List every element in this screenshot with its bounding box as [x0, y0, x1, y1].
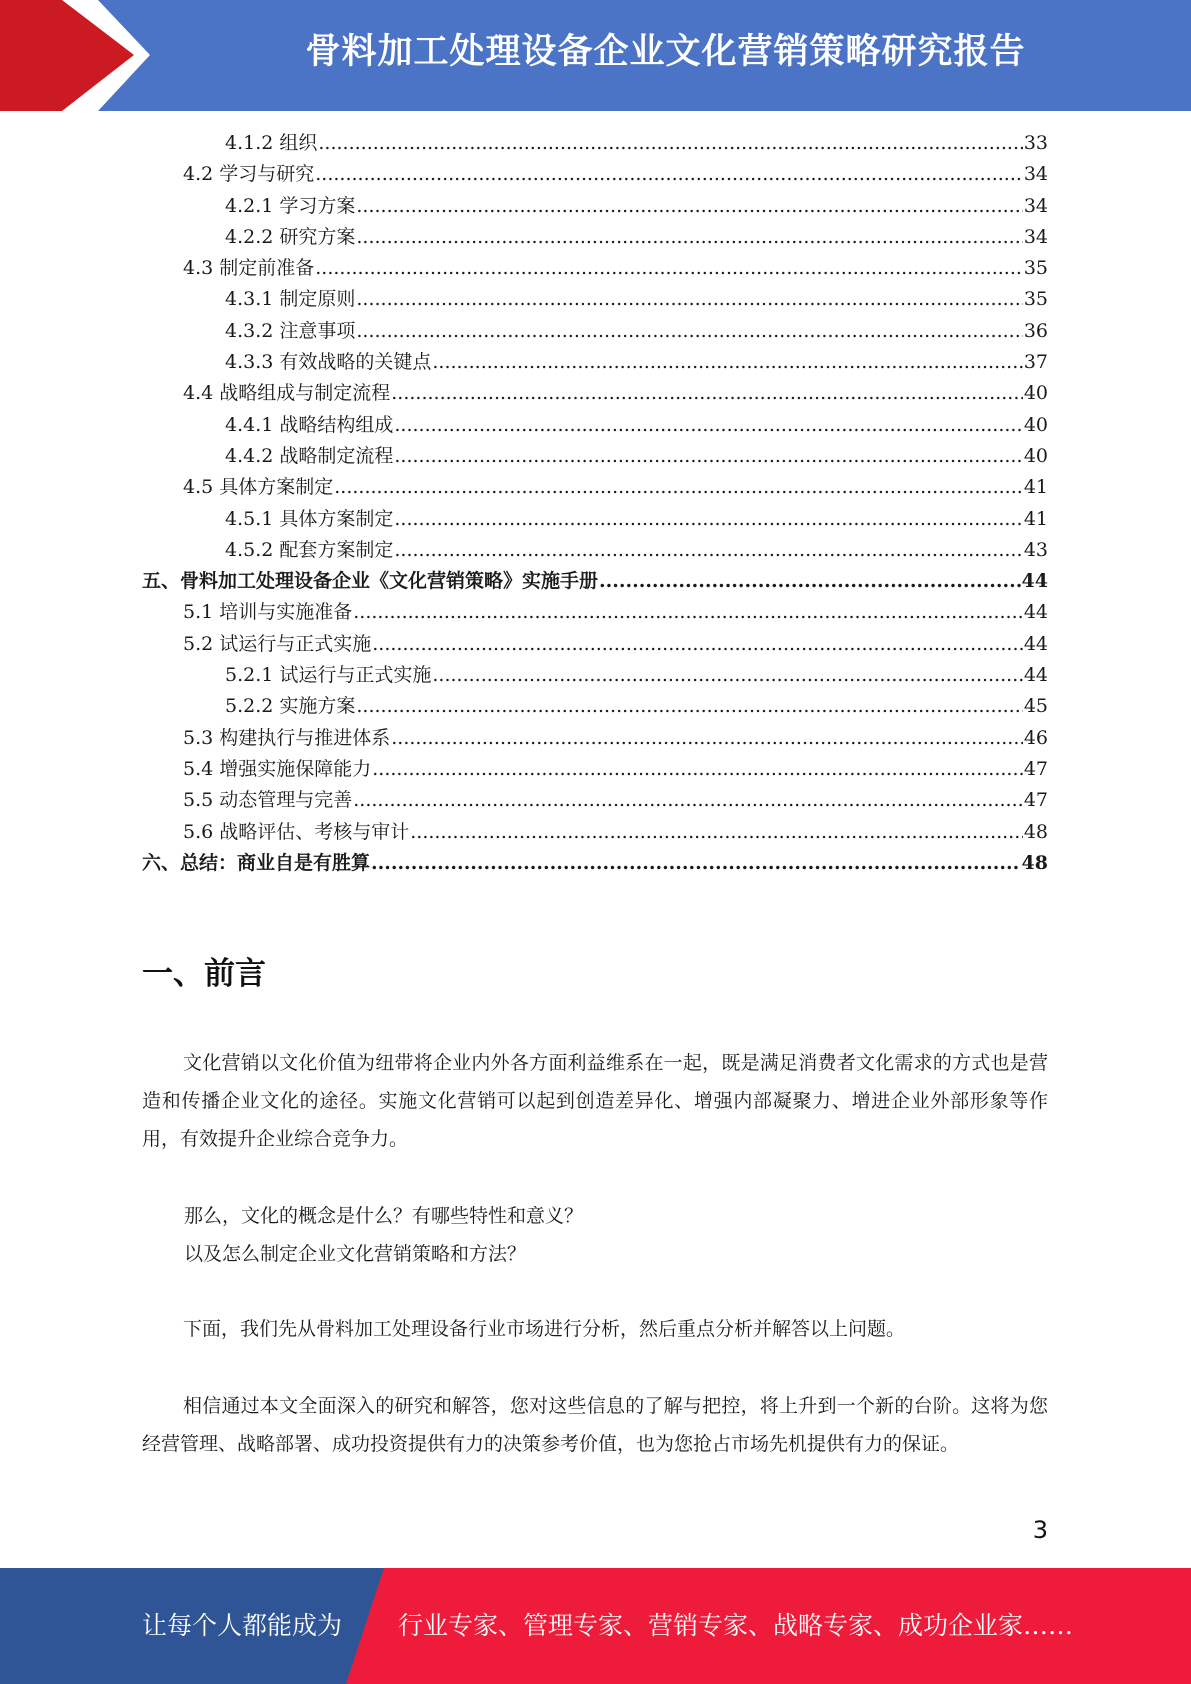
toc-entry[interactable]	[142, 504, 1048, 535]
toc-entry-page: 35	[1023, 288, 1048, 311]
toc-entry[interactable]	[142, 566, 1048, 597]
toc-entry-page: 40	[1023, 382, 1048, 405]
toc-entry-page: 35	[1023, 257, 1048, 280]
toc-entry[interactable]	[142, 253, 1048, 284]
toc-dot-leader	[372, 754, 1023, 785]
report-title: 骨料加工处理设备企业文化营销策略研究报告	[305, 32, 1026, 72]
toc-entry[interactable]	[142, 629, 1048, 660]
toc-dot-leader	[315, 253, 1023, 284]
header-red-chevron	[0, 0, 134, 111]
toc-entry[interactable]	[142, 597, 1048, 628]
toc-entry[interactable]	[142, 535, 1048, 566]
toc-entry-title: 4.3.1 制定原则	[225, 288, 356, 311]
toc-entry-title: 4.4 战略组成与制定流程	[183, 382, 391, 405]
preface-question: 那么，文化的概念是什么？有哪些特性和意义？	[184, 1205, 584, 1227]
toc-dot-leader	[599, 566, 1021, 597]
toc-entry-title: 5.1 培训与实施准备	[183, 601, 353, 624]
toc-entry[interactable]	[142, 817, 1048, 848]
toc-entry-page: 44	[1021, 570, 1048, 593]
toc-entry[interactable]	[142, 785, 1048, 816]
toc-entry-page: 47	[1023, 789, 1048, 812]
page-footer	[0, 1568, 1191, 1684]
toc-entry-page: 45	[1023, 695, 1048, 718]
toc-dot-leader	[410, 817, 1023, 848]
toc-entry-title: 4.2 学习与研究	[183, 163, 315, 186]
toc-dot-leader	[391, 378, 1023, 409]
toc-entry-title: 5.3 构建执行与推进体系	[183, 726, 391, 749]
toc-entry-title: 4.2.2 研究方案	[225, 225, 356, 248]
toc-entry-title: 5.2.2 实施方案	[225, 695, 356, 718]
toc-entry[interactable]	[142, 441, 1048, 472]
preface-question: 以及怎么制定企业文化营销策略和方法？	[184, 1243, 527, 1265]
table-of-contents	[142, 128, 1048, 879]
toc-entry-page: 41	[1023, 507, 1048, 530]
toc-dot-leader	[356, 691, 1022, 722]
toc-entry[interactable]	[142, 754, 1048, 785]
toc-entry-title: 4.4.1 战略结构组成	[225, 413, 394, 436]
toc-dot-leader	[356, 284, 1022, 315]
toc-entry-page: 44	[1023, 601, 1048, 624]
page-header	[0, 0, 1191, 111]
toc-entry-title: 五、骨料加工处理设备企业《文化营销策略》实施手册	[142, 570, 599, 593]
toc-entry[interactable]	[142, 284, 1048, 315]
toc-dot-leader	[334, 472, 1023, 503]
toc-dot-leader	[432, 347, 1022, 378]
toc-dot-leader	[353, 785, 1023, 816]
toc-entry[interactable]	[142, 191, 1048, 222]
toc-entry-page: 34	[1023, 163, 1048, 186]
toc-entry[interactable]	[142, 848, 1048, 879]
toc-dot-leader	[356, 222, 1022, 253]
toc-entry-page: 41	[1023, 476, 1048, 499]
toc-dot-leader	[353, 597, 1023, 628]
toc-entry-title: 4.5 具体方案制定	[183, 476, 334, 499]
toc-entry-page: 34	[1023, 194, 1048, 217]
toc-entry-title: 4.5.2 配套方案制定	[225, 538, 394, 561]
toc-entry[interactable]	[142, 378, 1048, 409]
toc-entry-page: 48	[1021, 851, 1048, 874]
toc-entry-page: 37	[1023, 351, 1048, 374]
toc-entry-title: 4.1.2 组织	[225, 132, 318, 154]
toc-entry-title: 4.2.1 学习方案	[225, 194, 356, 217]
toc-entry-title: 4.3.3 有效战略的关键点	[225, 351, 432, 374]
toc-entry-page: 47	[1023, 757, 1048, 780]
toc-dot-leader	[315, 159, 1023, 190]
preface-paragraph: 下面，我们先从骨料加工处理设备行业市场进行分析，然后重点分析并解答以上问题。	[183, 1318, 906, 1340]
toc-entry[interactable]	[142, 691, 1048, 722]
toc-entry-page: 36	[1023, 319, 1048, 342]
toc-entry-page: 43	[1023, 538, 1048, 561]
toc-entry-page: 40	[1023, 413, 1048, 436]
toc-entry[interactable]	[142, 222, 1048, 253]
footer-slogan-left: 让每个人都能成为	[142, 1611, 343, 1640]
toc-dot-leader	[394, 441, 1022, 472]
toc-entry[interactable]	[142, 410, 1048, 441]
toc-entry-page: 48	[1023, 820, 1048, 843]
toc-entry-page: 33	[1023, 132, 1048, 154]
toc-entry-page: 44	[1023, 632, 1048, 655]
toc-dot-leader	[372, 629, 1023, 660]
toc-entry[interactable]	[142, 660, 1048, 691]
toc-entry[interactable]	[142, 316, 1048, 347]
toc-dot-leader	[318, 128, 1022, 159]
toc-entry-title: 5.6 战略评估、考核与审计	[183, 820, 410, 843]
toc-entry[interactable]	[142, 472, 1048, 503]
toc-entry[interactable]	[142, 723, 1048, 754]
toc-entry-title: 4.4.2 战略制定流程	[225, 444, 394, 467]
page-number: 3	[1032, 1516, 1048, 1544]
toc-entry-title: 5.4 增强实施保障能力	[183, 757, 372, 780]
toc-entry-title: 4.5.1 具体方案制定	[225, 507, 394, 530]
toc-dot-leader	[371, 848, 1021, 879]
toc-entry-title: 4.3 制定前准备	[183, 257, 315, 280]
toc-entry-title: 5.5 动态管理与完善	[183, 789, 353, 812]
toc-dot-leader	[432, 660, 1022, 691]
toc-entry[interactable]	[142, 128, 1048, 159]
toc-dot-leader	[391, 723, 1023, 754]
toc-entry-page: 46	[1023, 726, 1048, 749]
toc-entry-title: 六、总结：商业自是有胜算	[142, 851, 371, 874]
toc-dot-leader	[394, 504, 1022, 535]
toc-entry-title: 4.3.2 注意事项	[225, 319, 356, 342]
toc-dot-leader	[394, 535, 1022, 566]
footer-slogan-right: 行业专家、管理专家、营销专家、战略专家、成功企业家……	[398, 1611, 1074, 1640]
preface-paragraph: 相信通过本文全面深入的研究和解答，您对这些信息的了解与把控，将上升到一个新的台阶。这将为您经营管理、战略部署、成功投资提供有力的决策参考价值，也为您抢占市场先机提供有力的保证。	[142, 1395, 1048, 1455]
toc-entry-page: 40	[1023, 444, 1048, 467]
preface-paragraph: 文化营销以文化价值为纽带将企业内外各方面利益维系在一起，既是满足消费者文化需求的方式也是营造和传播企业文化的途径。实施文化营销可以起到创造差异化、增强内部凝聚力、增进企业外部形象等作用，有效提升企业综合竞争力。	[142, 1052, 1048, 1150]
toc-entry[interactable]	[142, 347, 1048, 378]
toc-dot-leader	[394, 410, 1022, 441]
toc-dot-leader	[356, 316, 1022, 347]
toc-entry[interactable]	[142, 159, 1048, 190]
toc-entry-page: 34	[1023, 225, 1048, 248]
toc-entry-page: 44	[1023, 664, 1048, 687]
toc-entry-title: 5.2 试运行与正式实施	[183, 632, 372, 655]
section-heading: 一、前言	[142, 956, 266, 992]
toc-dot-leader	[356, 191, 1022, 222]
toc-entry-title: 5.2.1 试运行与正式实施	[225, 664, 432, 687]
